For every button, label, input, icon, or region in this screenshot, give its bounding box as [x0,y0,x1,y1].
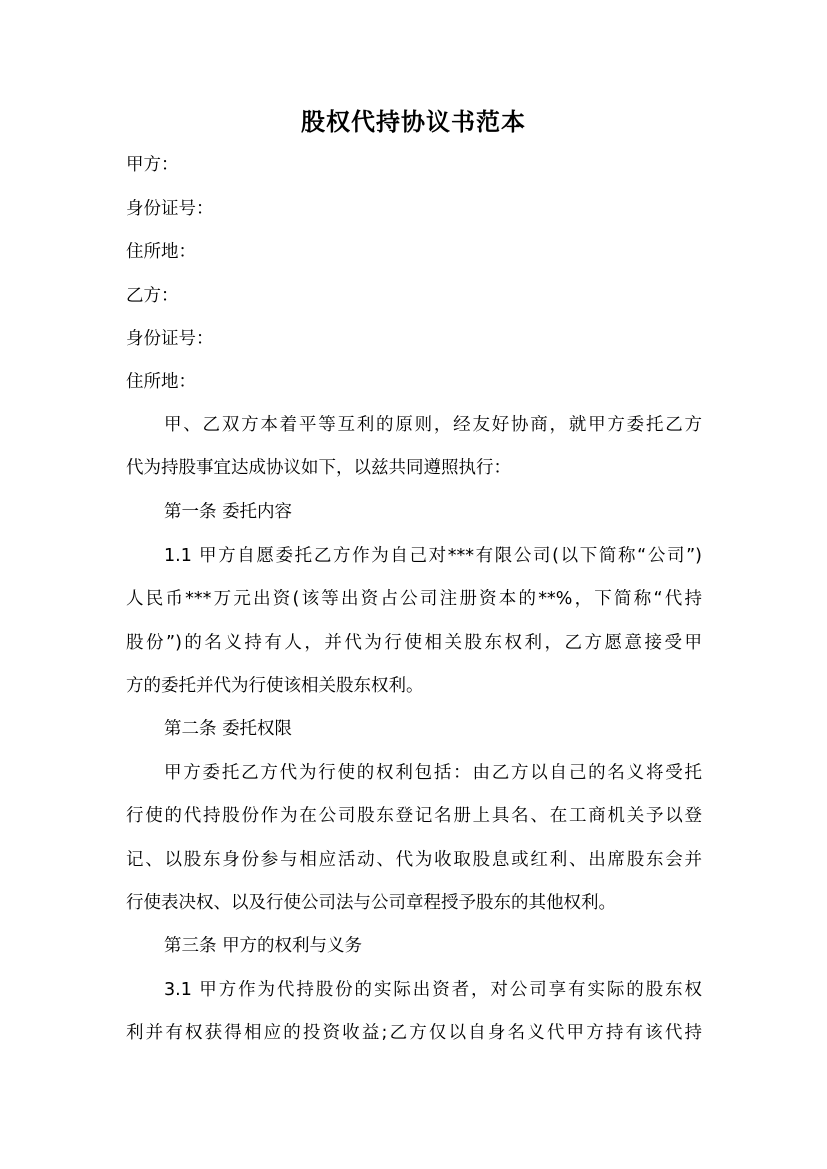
article-heading: 第二条 委托权限 [164,719,293,739]
clause-line: 股份”)的名义持有人，并代为行使相关股东权利，乙方愿意接受甲 [126,633,702,653]
preamble-line: 甲、乙双方本着平等互利的原则，经友好协商，就甲方委托乙方 [164,415,702,435]
party-a-id-label: 身份证号： [126,199,214,219]
party-b-label: 乙方： [126,286,179,306]
clause-line: 人民币***万元出资(该等出资占公司注册资本的**%，下简称“代持 [126,589,702,609]
party-b-id-label: 身份证号： [126,329,214,349]
article-heading: 第一条 委托内容 [164,502,293,522]
party-a-label: 甲方： [126,155,179,175]
clause-line: 3.1 甲方作为代持股份的实际出资者，对公司享有实际的股东权 [164,980,702,1000]
party-a-address-label: 住所地： [126,242,196,262]
clause-line: 方的委托并代为行使该相关股东权利。 [126,676,424,696]
clause-line: 甲方委托乙方代为行使的权利包括：由乙方以自己的名义将受托 [164,763,702,783]
clause-line: 行使的代持股份作为在公司股东登记名册上具名、在工商机关予以登 [126,806,702,826]
preamble-line: 代为持股事宜达成协议如下，以兹共同遵照执行： [126,458,511,478]
clause-line: 记、以股东身份参与相应活动、代为收取股息或红利、出席股东会并 [126,850,702,870]
clause-line: 1.1 甲方自愿委托乙方作为自己对***有限公司(以下简称“公司”) [164,546,702,566]
article-heading: 第三条 甲方的权利与义务 [164,936,363,956]
clause-line: 利并有权获得相应的投资收益;乙方仅以自身名义代甲方持有该代持 [126,1023,702,1043]
document-title: 股权代持协议书范本 [301,107,526,136]
clause-line: 行使表决权、以及行使公司法与公司章程授予股东的其他权利。 [126,893,616,913]
party-b-address-label: 住所地： [126,372,196,392]
